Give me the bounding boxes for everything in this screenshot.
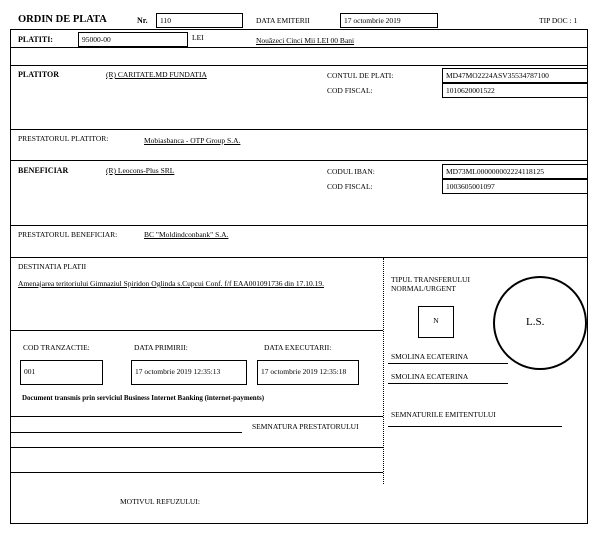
amount-label: PLATITI: bbox=[18, 35, 53, 44]
payer-bank-label: PRESTATORUL PLATITOR: bbox=[18, 134, 109, 143]
stamp-label: L.S. bbox=[526, 316, 545, 328]
beneficiary-label: BENEFICIAR bbox=[18, 166, 69, 175]
transaction-code-label: COD TRANZACTIE: bbox=[23, 343, 90, 352]
divider bbox=[10, 65, 588, 66]
divider bbox=[10, 432, 242, 433]
amount-in-words: Nouăzeci Cinci Mii LEI 00 Bani bbox=[256, 36, 355, 45]
payer-label: PLATITOR bbox=[18, 70, 60, 79]
number-field: 110 bbox=[156, 13, 243, 28]
number-label: Nr. bbox=[137, 16, 148, 25]
received-date-field: 17 octombrie 2019 12:35:13 bbox=[131, 360, 247, 385]
refusal-reason-label: MOTIVUL REFUZULUI: bbox=[120, 497, 200, 506]
divider bbox=[10, 160, 588, 161]
payer-name: (R) CARITATE.MD FUNDATIA bbox=[106, 70, 207, 79]
transfer-type-label-2: NORMAL/URGENT bbox=[391, 284, 456, 293]
divider bbox=[10, 447, 383, 448]
issue-date-field: 17 octombrie 2019 bbox=[340, 13, 438, 28]
divider bbox=[10, 257, 588, 258]
beneficiary-iban-field: MD73ML000000002224118125 bbox=[442, 164, 588, 179]
divider bbox=[10, 47, 588, 48]
transaction-code-field: 001 bbox=[20, 360, 103, 385]
beneficiary-fiscal-field: 1003605001097 bbox=[442, 179, 588, 194]
beneficiary-bank-label: PRESTATORUL BENEFICIAR: bbox=[18, 230, 118, 239]
provider-signature-label: SEMNATURA PRESTATORULUI bbox=[252, 422, 359, 431]
executed-date-label: DATA EXECUTARII: bbox=[264, 343, 332, 352]
divider bbox=[10, 225, 588, 226]
transfer-type-field: N bbox=[418, 306, 454, 338]
transfer-type-label-1: TIPUL TRANSFERULUI bbox=[391, 275, 470, 284]
beneficiary-iban-label: CODUL IBAN: bbox=[327, 167, 375, 176]
signature-line bbox=[388, 426, 562, 427]
doc-type: TIP DOC : 1 bbox=[539, 16, 578, 25]
amount-field: 95000-00 bbox=[78, 32, 188, 47]
purpose-text: Amenajarea teritoriului Gimnaziul Spiridon Oglinda s.Cupcui Conf. f/f EAA001091736 din 17.10.19. bbox=[18, 279, 324, 288]
purpose-label: DESTINATIA PLATII bbox=[18, 262, 87, 271]
divider bbox=[10, 472, 383, 473]
beneficiary-fiscal-label: COD FISCAL: bbox=[327, 182, 373, 191]
payer-bank-name: Mobiasbanca - OTP Group S.A. bbox=[144, 136, 241, 145]
issuer-signatures-label: SEMNATURILE EMITENTULUI bbox=[391, 410, 496, 419]
signer-2: SMOLINA ECATERINA bbox=[391, 372, 469, 381]
signature-line bbox=[388, 383, 508, 384]
currency: LEI bbox=[192, 33, 204, 42]
form-frame bbox=[10, 29, 588, 524]
divider bbox=[242, 416, 383, 417]
transmission-note: Document transmis prin serviciul Business Internet Banking (internet-payments) bbox=[22, 394, 265, 402]
received-date-label: DATA PRIMIRII: bbox=[134, 343, 188, 352]
signer-1: SMOLINA ECATERINA bbox=[391, 352, 469, 361]
issue-date-label: DATA EMITERII bbox=[256, 16, 310, 25]
beneficiary-name: (R) Leocons-Plus SRL bbox=[106, 166, 175, 175]
divider bbox=[10, 330, 383, 331]
payer-account-label: CONTUL DE PLATI: bbox=[327, 71, 394, 80]
divider bbox=[10, 129, 588, 130]
signature-separator bbox=[383, 258, 384, 484]
payer-fiscal-field: 1010620001522 bbox=[442, 83, 588, 98]
divider bbox=[10, 416, 242, 417]
beneficiary-bank-name: BC "Moldindconbank" S.A. bbox=[144, 230, 229, 239]
executed-date-field: 17 octombrie 2019 12:35:18 bbox=[257, 360, 359, 385]
signature-line bbox=[388, 363, 508, 364]
document-title: ORDIN DE PLATA bbox=[18, 14, 107, 25]
payer-account-field: MD47MO2224ASV35534787100 bbox=[442, 68, 588, 83]
payer-fiscal-label: COD FISCAL: bbox=[327, 86, 373, 95]
